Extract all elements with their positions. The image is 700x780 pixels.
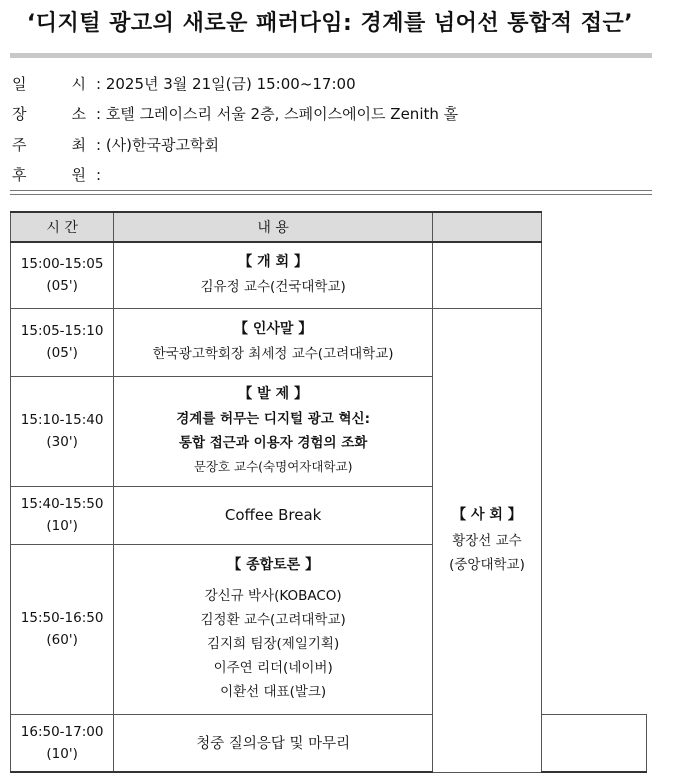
table-row — [11, 544, 647, 714]
title-divider — [10, 53, 652, 58]
info-label-char: 시 — [71, 74, 86, 93]
content-cell — [114, 544, 433, 714]
section-heading: 【 개 회 】 — [238, 254, 308, 271]
panelist: 김지희 팀장(제일기획) — [207, 636, 340, 652]
page-title: ‘디지털 광고의 새로운 패러다임: 경계를 넘어선 통합적 접근’ — [26, 11, 634, 36]
info-row-date — [12, 68, 458, 99]
info-row-sponsor — [12, 160, 458, 191]
content-cell — [114, 308, 433, 376]
duration: (30') — [46, 434, 78, 450]
table-row — [11, 376, 647, 486]
header-time: 시 간 — [11, 212, 114, 242]
speaker: 김유정 교수(건국대학교) — [200, 279, 346, 296]
time-cell — [11, 242, 114, 308]
time-cell — [11, 714, 114, 772]
info-value-date: : 2025년 3월 21일(금) 15:00~17:00 — [96, 74, 356, 93]
duration: (60') — [46, 632, 78, 648]
content-cell — [114, 376, 433, 486]
time-range: 15:05-15:10 — [20, 323, 104, 339]
side-cell-empty — [541, 714, 646, 772]
table-row — [11, 308, 647, 376]
moderator-affiliation: (중앙대학교) — [449, 557, 525, 573]
section-heading: 【 인사말 】 — [233, 321, 313, 337]
panelist: 이환선 대표(발크) — [220, 684, 327, 700]
table-row — [11, 242, 647, 308]
speaker: 한국광고학회장 최세정 교수(고려대학교) — [152, 346, 394, 362]
time-cell — [11, 308, 114, 376]
time-cell — [11, 486, 114, 544]
content-cell: Coffee Break — [114, 486, 433, 544]
table-row — [11, 714, 647, 772]
side-cell-empty — [433, 242, 542, 308]
info-row-host — [12, 129, 458, 160]
moderator-cell — [433, 308, 542, 772]
info-label-char: 원 — [71, 166, 86, 185]
duration: (05') — [46, 345, 78, 361]
duration: (10') — [46, 745, 78, 762]
time-range: 15:50-16:50 — [20, 610, 104, 626]
info-label-char: 소 — [71, 105, 86, 124]
header-content: 내 용 — [114, 212, 433, 242]
speaker: 문장호 교수(숙명여자대학교) — [193, 459, 353, 474]
info-divider — [10, 190, 652, 195]
info-label-char: 장 — [12, 105, 27, 124]
schedule-table — [10, 211, 647, 773]
table-row — [11, 486, 647, 544]
time-cell — [11, 376, 114, 486]
time-range: 15:40-15:50 — [20, 496, 104, 512]
info-value-sponsor: : — [96, 165, 102, 184]
time-cell — [11, 544, 114, 714]
panelist: 이주연 리더(네이버) — [213, 660, 333, 676]
section-heading: 【 종합토론 】 — [227, 557, 320, 573]
content-cell — [114, 242, 433, 308]
moderator-heading: 【 사 회 】 — [452, 507, 522, 523]
time-range: 15:00-15:05 — [20, 256, 104, 273]
panelist: 김정환 교수(고려대학교) — [200, 612, 346, 628]
info-label-char: 주 — [12, 135, 27, 154]
table-header-row — [11, 212, 647, 242]
info-label-char: 최 — [71, 135, 86, 154]
moderator-name: 황장선 교수 — [452, 533, 522, 549]
event-info — [12, 68, 458, 190]
info-label-char: 일 — [12, 74, 27, 93]
info-value-host: : (사)한국광고학회 — [96, 135, 219, 154]
time-range: 15:10-15:40 — [20, 412, 104, 428]
info-value-venue: : 호텔 그레이스리 서울 2층, 스페이스에이드 Zenith 홀 — [96, 105, 459, 124]
duration: (05') — [46, 278, 78, 295]
presentation-title: 경계를 허무는 디지털 광고 혁신: — [176, 411, 370, 427]
duration: (10') — [46, 518, 78, 534]
info-row-venue — [12, 99, 458, 130]
section-heading: 【 발 제 】 — [238, 386, 308, 402]
panelist: 강신규 박사(KOBACO) — [204, 588, 342, 604]
content-cell: 청중 질의응답 및 마무리 — [114, 714, 433, 772]
presentation-subtitle: 통합 접근과 이용자 경험의 조화 — [178, 435, 368, 451]
time-range: 16:50-17:00 — [20, 723, 104, 740]
header-side — [433, 212, 542, 242]
info-label-char: 후 — [12, 166, 27, 185]
